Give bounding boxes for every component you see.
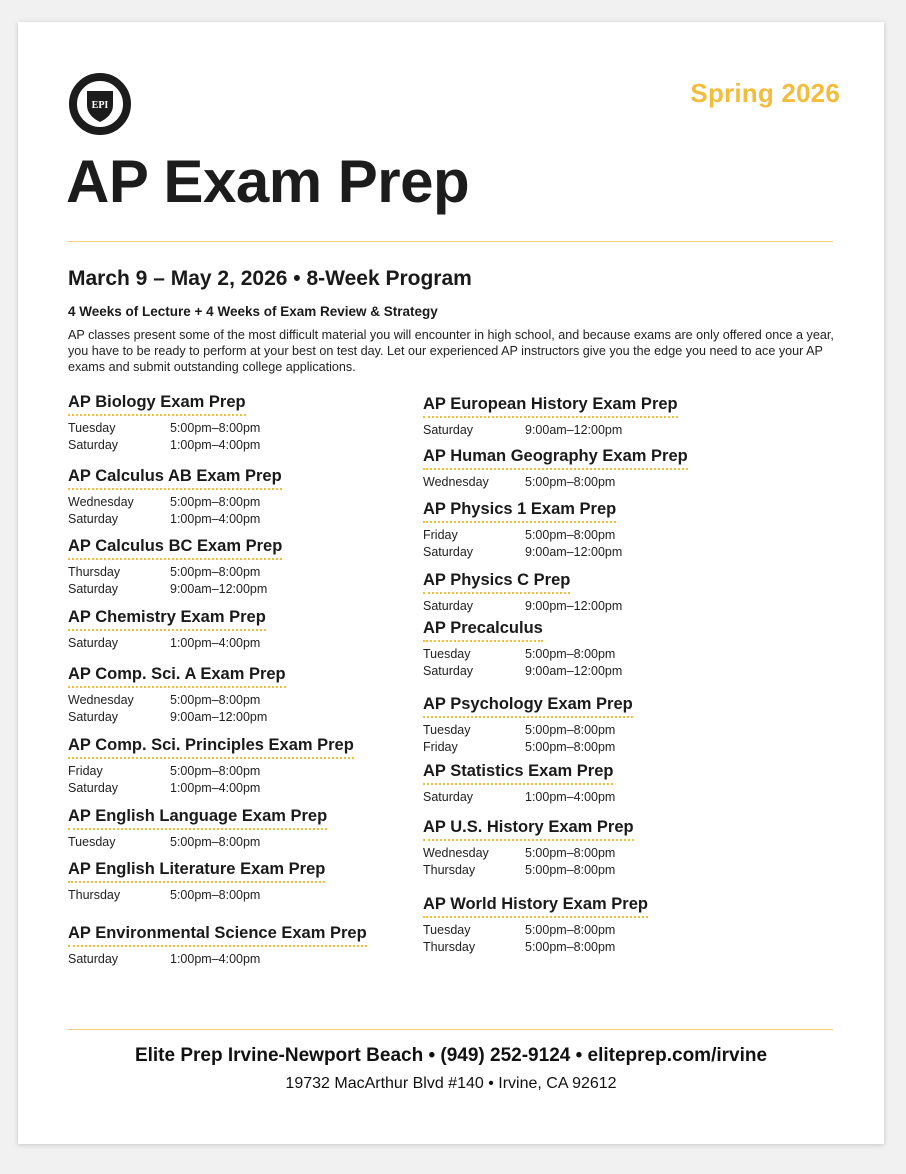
top-divider bbox=[68, 241, 833, 242]
course-title: AP Chemistry Exam Prep bbox=[68, 608, 266, 631]
course-sessions bbox=[423, 922, 648, 956]
course-title: AP Physics 1 Exam Prep bbox=[423, 500, 616, 523]
course-title: AP Physics C Prep bbox=[423, 571, 570, 594]
session-time: 5:00pm–8:00pm bbox=[170, 495, 261, 509]
session-row bbox=[68, 763, 354, 780]
course-block bbox=[68, 807, 327, 851]
session-day: Thursday bbox=[68, 565, 121, 579]
program-subhead: 4 Weeks of Lecture + 4 Weeks of Exam Review & Strategy bbox=[68, 304, 438, 319]
course-sessions bbox=[68, 763, 354, 797]
session-day: Tuesday bbox=[68, 421, 116, 435]
course-title: AP Psychology Exam Prep bbox=[423, 695, 633, 718]
session-day: Tuesday bbox=[423, 647, 471, 661]
course-sessions bbox=[423, 845, 634, 879]
session-day: Saturday bbox=[68, 636, 119, 650]
course-sessions bbox=[423, 598, 622, 615]
footer-contact: Elite Prep Irvine-Newport Beach • (949) 252-9124 • eliteprep.com/irvine bbox=[134, 1045, 768, 1066]
session-day: Saturday bbox=[68, 710, 119, 724]
session-time: 9:00am–12:00pm bbox=[170, 710, 268, 724]
course-sessions bbox=[423, 474, 688, 491]
session-row bbox=[68, 420, 260, 437]
session-time: 1:00pm–4:00pm bbox=[525, 790, 616, 804]
course-title: AP Calculus BC Exam Prep bbox=[68, 537, 282, 560]
course-block bbox=[423, 695, 633, 756]
course-title: AP Statistics Exam Prep bbox=[423, 762, 613, 785]
course-block bbox=[68, 393, 260, 454]
course-title: AP English Literature Exam Prep bbox=[68, 860, 325, 883]
course-sessions bbox=[68, 564, 282, 598]
session-day: Saturday bbox=[68, 781, 119, 795]
course-title: AP Biology Exam Prep bbox=[68, 393, 246, 416]
course-title: AP Environmental Science Exam Prep bbox=[68, 924, 367, 947]
session-day: Tuesday bbox=[423, 723, 471, 737]
course-sessions bbox=[68, 951, 367, 968]
session-time: 5:00pm–8:00pm bbox=[525, 475, 616, 489]
session-row bbox=[68, 564, 282, 581]
course-title: AP Comp. Sci. Principles Exam Prep bbox=[68, 736, 354, 759]
session-row bbox=[68, 437, 260, 454]
course-sessions bbox=[68, 692, 286, 726]
course-title: AP U.S. History Exam Prep bbox=[423, 818, 634, 841]
svg-text:EPI: EPI bbox=[91, 100, 109, 111]
course-sessions bbox=[423, 646, 622, 680]
course-title: AP English Language Exam Prep bbox=[68, 807, 327, 830]
session-time: 5:00pm–8:00pm bbox=[170, 421, 261, 435]
course-sessions bbox=[423, 527, 622, 561]
course-block bbox=[423, 895, 648, 956]
course-sessions bbox=[68, 834, 327, 851]
session-row bbox=[423, 862, 634, 879]
course-sessions bbox=[68, 494, 282, 528]
session-time: 5:00pm–8:00pm bbox=[525, 740, 616, 754]
course-block bbox=[68, 736, 354, 797]
session-time: 9:00am–12:00pm bbox=[170, 582, 268, 596]
session-day: Wednesday bbox=[68, 495, 134, 509]
school-crest-logo bbox=[68, 72, 132, 136]
session-time: 1:00pm–4:00pm bbox=[170, 438, 261, 452]
session-row bbox=[423, 789, 615, 806]
session-day: Friday bbox=[423, 528, 458, 542]
course-sessions bbox=[423, 722, 633, 756]
session-row bbox=[68, 692, 286, 709]
session-time: 9:00pm–12:00pm bbox=[525, 599, 623, 613]
session-day: Wednesday bbox=[68, 693, 134, 707]
session-day: Saturday bbox=[68, 512, 119, 526]
session-time: 9:00am–12:00pm bbox=[525, 423, 623, 437]
program-dates: March 9 – May 2, 2026 • 8-Week Program bbox=[68, 267, 472, 290]
session-day: Saturday bbox=[423, 599, 474, 613]
session-row bbox=[68, 887, 325, 904]
course-title: AP Human Geography Exam Prep bbox=[423, 447, 688, 470]
course-sessions bbox=[68, 887, 325, 904]
session-row bbox=[423, 739, 633, 756]
session-row bbox=[423, 663, 622, 680]
session-time: 5:00pm–8:00pm bbox=[170, 693, 261, 707]
session-day: Tuesday bbox=[423, 923, 471, 937]
course-block bbox=[68, 924, 367, 968]
course-block bbox=[423, 447, 688, 491]
session-row bbox=[68, 709, 286, 726]
session-time: 1:00pm–4:00pm bbox=[170, 952, 261, 966]
session-row bbox=[423, 939, 648, 956]
course-block bbox=[68, 665, 286, 726]
session-time: 1:00pm–4:00pm bbox=[170, 781, 261, 795]
session-time: 5:00pm–8:00pm bbox=[170, 835, 261, 849]
season-label: Spring 2026 bbox=[690, 78, 840, 108]
course-title: AP Precalculus bbox=[423, 619, 543, 642]
course-block bbox=[423, 500, 622, 561]
session-day: Saturday bbox=[423, 545, 474, 559]
session-row bbox=[68, 635, 266, 652]
footer-address: 19732 MacArthur Blvd #140 • Irvine, CA 92612 bbox=[285, 1075, 617, 1092]
program-intro: AP classes present some of the most difficult material you will encounter in high school, and because exams are only offered once a year, you have to be ready to perform at your best on test day. Let our experienced AP instructors give you the edge you need to ace your AP exams and submit outstanding college applications. bbox=[68, 328, 834, 374]
course-block bbox=[423, 395, 678, 439]
session-row bbox=[423, 544, 622, 561]
session-time: 1:00pm–4:00pm bbox=[170, 636, 261, 650]
bottom-divider bbox=[68, 1029, 833, 1030]
course-block bbox=[423, 619, 622, 680]
session-row bbox=[423, 474, 688, 491]
course-block bbox=[423, 762, 615, 806]
session-row bbox=[68, 951, 367, 968]
session-day: Friday bbox=[68, 764, 103, 778]
session-day: Thursday bbox=[68, 888, 121, 902]
course-sessions bbox=[423, 789, 615, 806]
session-time: 5:00pm–8:00pm bbox=[525, 723, 616, 737]
session-day: Friday bbox=[423, 740, 458, 754]
session-row bbox=[68, 780, 354, 797]
course-sessions bbox=[423, 422, 678, 439]
session-time: 5:00pm–8:00pm bbox=[170, 565, 261, 579]
session-time: 5:00pm–8:00pm bbox=[525, 846, 616, 860]
session-day: Saturday bbox=[68, 438, 119, 452]
course-block bbox=[68, 608, 266, 652]
session-time: 5:00pm–8:00pm bbox=[525, 863, 616, 877]
course-block bbox=[68, 537, 282, 598]
session-time: 5:00pm–8:00pm bbox=[525, 923, 616, 937]
session-row bbox=[423, 422, 678, 439]
session-row bbox=[423, 922, 648, 939]
session-day: Saturday bbox=[423, 423, 474, 437]
session-day: Wednesday bbox=[423, 475, 489, 489]
session-day: Saturday bbox=[423, 664, 474, 678]
session-row bbox=[423, 845, 634, 862]
page-title: AP Exam Prep bbox=[66, 148, 470, 215]
session-day: Wednesday bbox=[423, 846, 489, 860]
course-sessions bbox=[68, 635, 266, 652]
session-time: 5:00pm–8:00pm bbox=[170, 888, 261, 902]
session-day: Saturday bbox=[423, 790, 474, 804]
session-day: Thursday bbox=[423, 940, 476, 954]
session-row bbox=[68, 511, 282, 528]
course-title: AP World History Exam Prep bbox=[423, 895, 648, 918]
session-time: 9:00am–12:00pm bbox=[525, 545, 623, 559]
session-time: 5:00pm–8:00pm bbox=[170, 764, 261, 778]
session-row bbox=[423, 598, 622, 615]
course-title: AP Calculus AB Exam Prep bbox=[68, 467, 282, 490]
session-time: 5:00pm–8:00pm bbox=[525, 647, 616, 661]
session-time: 1:00pm–4:00pm bbox=[170, 512, 261, 526]
session-time: 5:00pm–8:00pm bbox=[525, 940, 616, 954]
session-row bbox=[423, 527, 622, 544]
session-row bbox=[423, 646, 622, 663]
session-day: Saturday bbox=[68, 952, 119, 966]
session-day: Tuesday bbox=[68, 835, 116, 849]
session-time: 5:00pm–8:00pm bbox=[525, 528, 616, 542]
course-title: AP Comp. Sci. A Exam Prep bbox=[68, 665, 286, 688]
session-row bbox=[68, 834, 327, 851]
course-sessions bbox=[68, 420, 260, 454]
course-block bbox=[423, 571, 622, 615]
course-block bbox=[423, 818, 634, 879]
session-day: Saturday bbox=[68, 582, 119, 596]
course-title: AP European History Exam Prep bbox=[423, 395, 678, 418]
course-block bbox=[68, 467, 282, 528]
course-block bbox=[68, 860, 325, 904]
session-day: Thursday bbox=[423, 863, 476, 877]
session-row bbox=[68, 581, 282, 598]
session-row bbox=[423, 722, 633, 739]
session-row bbox=[68, 494, 282, 511]
flyer-page bbox=[18, 22, 884, 1144]
session-time: 9:00am–12:00pm bbox=[525, 664, 623, 678]
